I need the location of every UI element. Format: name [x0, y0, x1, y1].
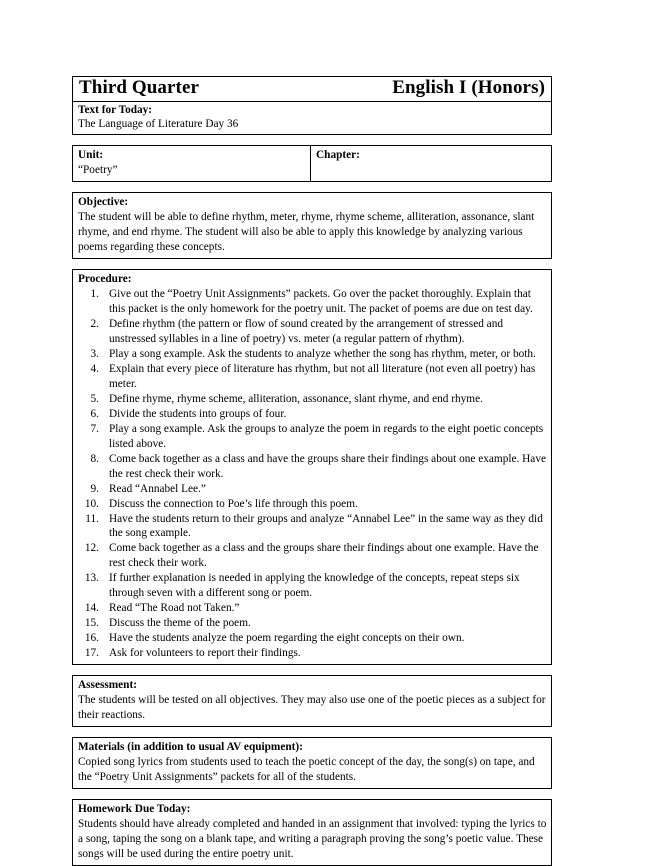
procedure-step: If further explanation is needed in applying the knowledge of the concepts, repeat steps six through seven with a different song or poem.	[109, 572, 520, 600]
spacer	[72, 727, 552, 737]
procedure-block	[72, 269, 552, 665]
chapter-value	[316, 163, 547, 177]
procedure-step: Discuss the connection to Poe’s life through this poem.	[109, 497, 358, 510]
procedure-step: Explain that every piece of literature has rhythm, but not all literature (not even all poetry) has meter.	[109, 362, 536, 390]
header-block	[72, 76, 552, 135]
procedure-step: Play a song example. Ask the students to analyze whether the song has rhythm, meter, or both.	[109, 348, 536, 361]
unit-value: “Poetry”	[78, 164, 118, 177]
objective-label: Objective:	[78, 196, 129, 209]
procedure-step: Discuss the theme of the poem.	[109, 617, 251, 630]
procedure-step: Play a song example. Ask the groups to analyze the poem in regards to the eight poetic concepts listed above.	[109, 422, 544, 450]
unit-label: Unit:	[78, 149, 104, 162]
homework-block	[72, 799, 552, 866]
procedure-step: Have the students analyze the poem regarding the eight concepts on their own.	[109, 632, 465, 645]
assessment-text: The students will be tested on all objectives. They may also use one of the poetic pieces as a subject for their reactions.	[78, 693, 546, 721]
procedure-step: Define rhyme, rhyme scheme, alliteration, assonance, slant rhyme, and end rhyme.	[109, 392, 483, 405]
procedure-label: Procedure:	[78, 273, 132, 286]
procedure-step: Read “The Road not Taken.”	[109, 602, 240, 615]
procedure-step: Read “Annabel Lee.”	[109, 482, 206, 495]
assessment-block	[72, 675, 552, 727]
chapter-cell	[311, 146, 551, 181]
homework-text: Students should have already completed and handed in an assignment that involved: typing the lyrics to a song, taping the song on a blank tape, and writing a paragraph proving the song’s poetic value. These songs will be used during the entire poetry unit.	[78, 817, 547, 860]
chapter-label: Chapter:	[316, 149, 360, 162]
text-for-today-label: Text for Today:	[78, 103, 153, 116]
procedure-step: Come back together as a class and the groups share their findings about one example. Have the rest check their work.	[109, 542, 539, 570]
page-title-quarter: Third Quarter	[79, 77, 200, 98]
unit-cell	[73, 146, 311, 181]
text-for-today-section	[73, 102, 551, 135]
objective-block	[72, 192, 552, 259]
spacer	[72, 789, 552, 799]
materials-label: Materials (in addition to usual AV equipment):	[78, 740, 303, 753]
assessment-label: Assessment:	[78, 679, 137, 692]
procedure-list	[78, 287, 547, 661]
page-title-course: English I (Honors)	[392, 77, 545, 98]
procedure-step: Have the students return to their groups and analyze “Annabel Lee” in the same way as they did the song example.	[109, 512, 543, 540]
procedure-step: Give out the “Poetry Unit Assignments” packets. Go over the packet thoroughly. Explain that this packet is the only homework for the poetry unit. The packet of poems are due on test day.	[109, 288, 533, 316]
spacer	[72, 259, 552, 269]
objective-text: The student will be able to define rhythm, meter, rhyme, rhyme scheme, alliteration, assonance, slant rhyme, and end rhyme. The student will also be able to apply this knowledge by analyzing various poems regarding these concepts.	[78, 211, 535, 254]
unit-chapter-block	[72, 145, 552, 182]
title-row	[73, 77, 551, 102]
procedure-step: Ask for volunteers to report their findings.	[109, 647, 301, 660]
homework-label: Homework Due Today:	[78, 802, 191, 815]
spacer	[72, 182, 552, 192]
spacer	[72, 135, 552, 145]
lesson-plan-sheet	[72, 76, 552, 866]
text-for-today-value: The Language of Literature Day 36	[78, 118, 239, 131]
materials-block	[72, 737, 552, 789]
spacer	[72, 665, 552, 675]
procedure-step: Define rhythm (the pattern or flow of sound created by the arrangement of stressed and unstressed syllables in a line of poetry) vs. meter (a regular pattern of rhythm).	[109, 318, 503, 346]
procedure-step: Come back together as a class and have the groups share their findings about one example. Have the rest check their work.	[109, 452, 546, 480]
materials-text: Copied song lyrics from students used to teach the poetic concept of the day, the song(s) on tape, and the “Poetry Unit Assignments” packets for all of the students.	[78, 755, 535, 783]
procedure-step: Divide the students into groups of four.	[109, 407, 287, 420]
